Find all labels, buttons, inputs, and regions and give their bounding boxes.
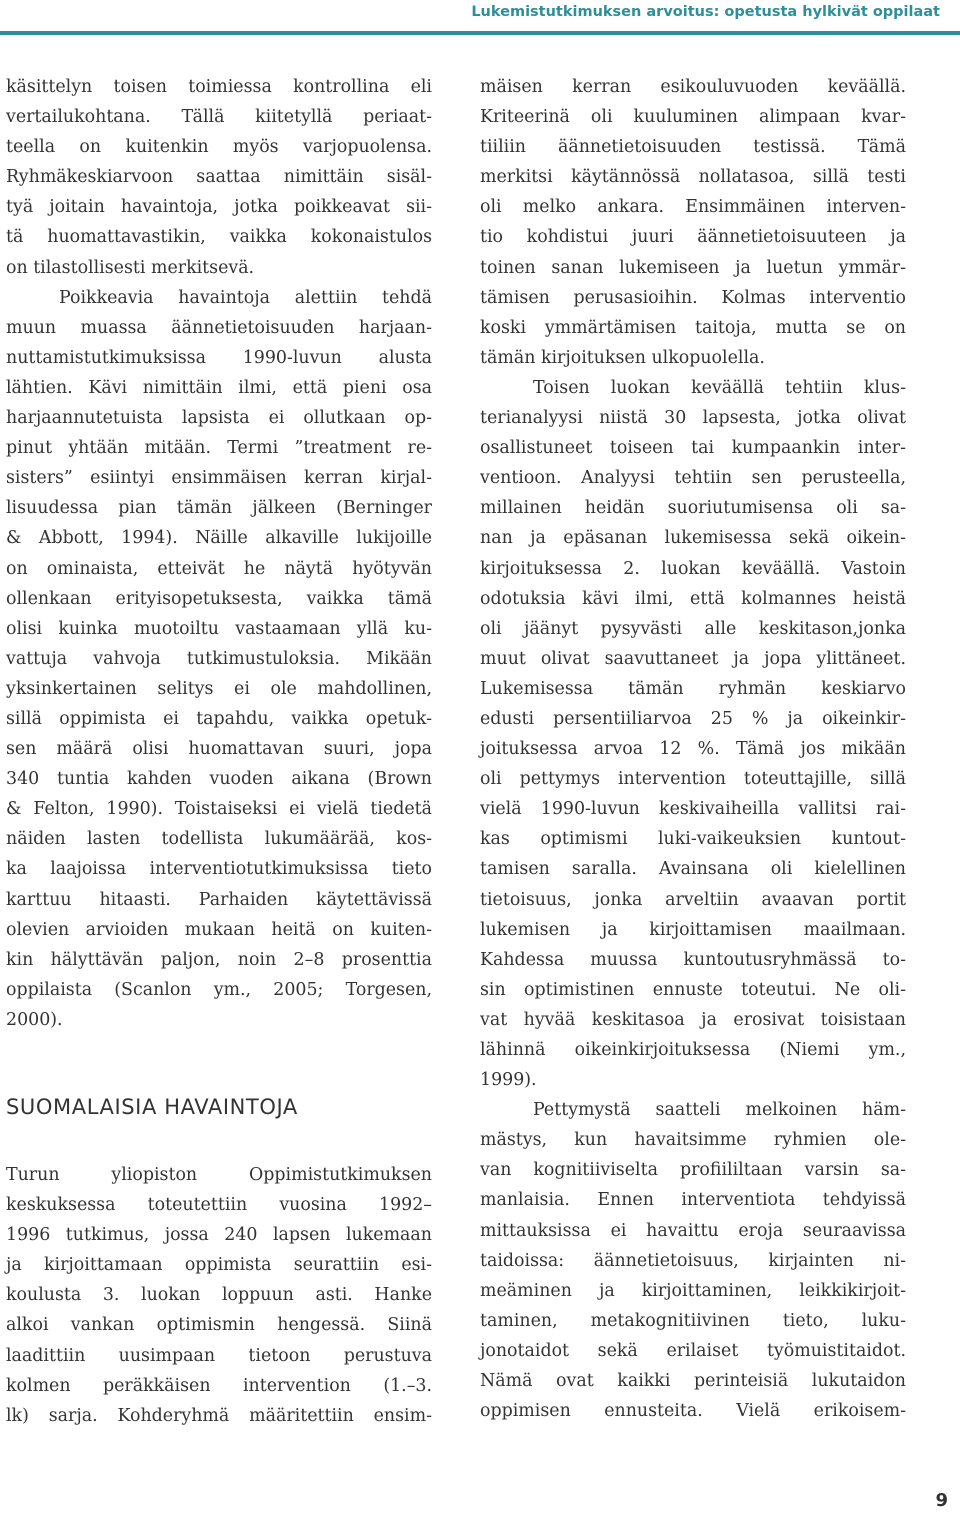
text-line: olisi kuinka muotoiltu vastaamaan yllä ku- [6,618,432,639]
text-line: terianalyysi niistä 30 lapsesta, jotka olivat [480,408,906,429]
text-line: tä huomattavastikin, vaikka kokonaistulos [6,227,432,248]
text-line: alkoi vankan optimismin hengessä. Siinä [6,1315,432,1336]
text-line: Nämä ovat kaikki perinteisiä lukutaidon [480,1371,906,1392]
text-line: karttuu hitaasti. Parhaiden käytettävissä [6,889,432,910]
text-line: mäisen kerran esikouluvuoden keväällä. [480,77,906,97]
text-line: teella on kuitenkin myös varjopuolensa. [6,137,432,158]
text-line: muut olivat saavuttaneet ja jopa ylittäneet. [480,648,906,669]
text-line: jonotaidot sekä erilaiset työmuistitaidot. [480,1340,906,1361]
right-column [480,72,906,1426]
text-line: vertailukohtana. Tällä kiitetyllä periaat- [6,107,432,128]
text-line: ollenkaan erityisopetuksesta, vaikka tämä [6,588,432,609]
text-line: lk) sarja. Kohderyhmä määritettiin ensim- [6,1405,432,1426]
text-line: mittauksissa ei havaittu eroja seuraavissa [480,1220,906,1241]
text-line: kas optimismi luki-vaikeuksien kuntout- [480,829,906,850]
text-line: tyä joitain havaintoja, jotka poikkeavat sii- [6,197,432,218]
text-line: odotuksia kävi ilmi, että kolmannes heistä [480,588,906,609]
text-line: oli jäänyt pysyvästi alle keskitason,jonka [480,618,906,639]
text-line: manlaisia. Ennen interventiota tehdyissä [480,1190,906,1211]
text-line: nuttamistutkimuksissa 1990-luvun alusta [6,347,432,368]
text-line: kolmen peräkkäisen intervention (1.–3. [6,1375,432,1396]
text-line: olevien arvioiden mukaan heitä on kuiten- [6,919,432,940]
text-line: sin optimistinen ennuste toteutui. Ne oli- [480,979,906,1000]
text-line: taminen, metakognitiivinen tieto, luku- [480,1310,906,1331]
text-line: on tilastollisesti merkitsevä. [6,257,255,278]
text-line: oppilaista (Scanlon ym., 2005; Torgesen, [6,979,432,1000]
text-line: vielä 1990-luvun keskivaiheilla vallitsi rai- [480,799,906,820]
text-line: tämisen perusasioihin. Kolmas interventio [480,287,906,308]
text-line: van kognitiiviselta profiililtaan varsin sa- [480,1160,906,1181]
text-line: tiiliin äännetietoisuuden testissä. Tämä [480,137,906,158]
text-line: ja kirjoittamaan oppimista seurattiin esi- [6,1255,432,1276]
text-line: lisuudessa pian tämän jälkeen (Berninger [6,498,432,519]
text-line: oli melko ankara. Ensimmäinen interven- [480,197,906,218]
text-line: on ominaista, etteivät he näytä hyötyvän [6,558,432,579]
header-rule [0,31,960,35]
text-line: edusti persentiiliarvoa 25 % ja oikeinkir- [480,708,906,729]
text-line: mästys, kun havaitsimme ryhmien ole- [480,1130,906,1151]
text-line: tio kohdistui juuri äännetietoisuuteen ja [480,227,906,248]
text-line: Ryhmäkeskiarvoon saattaa nimittäin sisäl- [6,167,432,188]
text-line: tamisen saralla. Avainsana oli kielellinen [480,859,906,880]
text-line: tämän kirjoituksen ulkopuolella. [480,347,765,368]
left-column-bottom [6,1160,432,1431]
text-line: Kriteerinä oli kuuluminen alimpaan kvar- [480,107,906,128]
text-line: vattuja vahvoja tutkimustuloksia. Mikään [6,648,432,669]
text-line: näiden lasten todellista lukumäärää, kos- [6,829,432,850]
text-line: millainen heidän suoriutumisensa oli sa- [480,498,906,519]
text-line: merkitsi käytännössä nollatasoa, sillä testi [480,167,906,188]
text-line: koulusta 3. luokan loppuun asti. Hanke [6,1285,432,1306]
text-line: ka laajoissa interventiotutkimuksissa tieto [6,859,432,880]
text-line: toinen sanan lukemiseen ja luetun ymmär- [480,257,906,278]
text-line: lähinnä oikeinkirjoituksessa (Niemi ym., [480,1040,906,1060]
text-line: vat hyvää keskitasoa ja erosivat toisistaan [480,1009,906,1030]
text-line: 2000). [6,1009,63,1030]
text-line: koski ymmärtämisen taitoja, mutta se on [480,317,906,338]
text-line: & Felton, 1990). Toistaiseksi ei vielä tiedetä [6,799,432,820]
text-line: lähtien. Kävi nimittäin ilmi, että pieni osa [6,377,432,398]
text-line: harjaannutetuista lapsista ei ollutkaan op- [6,408,432,429]
text-line: sisters” esiintyi ensimmäisen kerran kirjal- [6,468,432,489]
text-line: Lukemisessa tämän ryhmän keskiarvo [480,678,906,699]
text-line: 1999). [480,1070,537,1091]
left-column [6,72,432,1035]
text-line: sillä oppimista ei tapahdu, vaikka opetuk- [6,708,432,729]
text-line: osallistuneet toiseen tai kumpaankin inter- [480,438,906,459]
text-line: muun muassa äännetietoisuuden harjaan- [6,317,432,338]
text-line: Toisen luokan keväällä tehtiin klus- [533,377,906,398]
text-line: & Abbott, 1994). Näille alkaville lukijoille [6,528,432,549]
text-line: kirjoituksessa 2. luokan keväällä. Vastoin [480,558,906,579]
text-line: tietoisuus, jonka arveltiin avaavan portit [480,889,906,910]
text-line: joituksessa arvoa 12 %. Tämä jos mikään [480,739,906,760]
text-line: kin hälyttävän paljon, noin 2–8 prosenttia [6,949,432,970]
text-line: yksinkertainen selitys ei ole mahdollinen, [6,678,432,699]
text-line: taidoissa: äännetietoisuus, kirjainten ni- [480,1250,906,1271]
text-line: Poikkeavia havaintoja alettiin tehdä [59,287,432,308]
text-line: oli pettymys intervention toteuttajille, sillä [480,769,906,790]
text-line: käsittelyn toisen toimiessa kontrollina eli [6,77,432,97]
text-line: laadittiin uusimpaan tietoon perustuva [6,1345,432,1366]
text-line: 1996 tutkimus, jossa 240 lapsen lukemaan [6,1225,432,1246]
text-line: nan ja epäsanan lukemisessa sekä oikein- [480,528,906,549]
running-header: Lukemistutkimuksen arvoitus: opetusta hylkivät oppilaat [471,4,940,20]
section-heading: SUOMALAISIA HAVAINTOJA [6,1095,298,1119]
text-line: sen määrä olisi huomattavan suuri, jopa [6,739,432,760]
text-line: pinut yhtään mitään. Termi ”treatment re- [6,438,432,459]
text-line: lukemisen ja kirjoittamisen maailmaan. [480,919,906,940]
text-line: meäminen ja kirjoittaminen, leikkikirjoit- [480,1280,906,1301]
text-line: Turun yliopiston Oppimistutkimuksen [6,1165,432,1185]
text-line: 340 tuntia kahden vuoden aikana (Brown [6,769,432,790]
page-number: 9 [935,1490,948,1511]
text-line: ventioon. Analyysi tehtiin sen perusteella, [480,468,906,489]
text-line: oppimisen ennusteita. Vielä erikoisem- [480,1401,906,1422]
text-line: Pettymystä saatteli melkoinen häm- [533,1100,906,1121]
text-line: Kahdessa muussa kuntoutusryhmässä to- [480,949,906,970]
text-line: keskuksessa toteutettiin vuosina 1992– [6,1195,432,1216]
